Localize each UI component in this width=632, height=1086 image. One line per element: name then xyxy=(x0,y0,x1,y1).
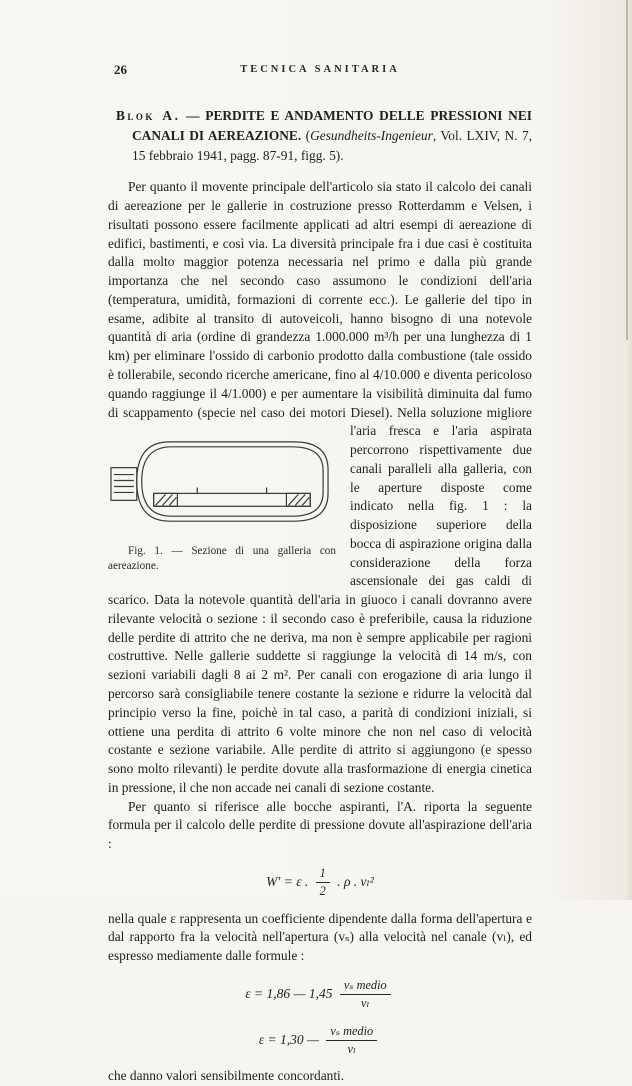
page-content xyxy=(108,62,532,1086)
journal-source-name: Gesundheits-Ingenieur xyxy=(310,128,433,144)
formula-pressure-loss xyxy=(108,866,532,900)
article-title: — PERDITE E ANDAMENTO DELLE PRESSIONI NEI CANALI DI AEREAZIONE. xyxy=(132,108,532,144)
page-header xyxy=(108,62,532,80)
figure-caption: Fig. 1. — Sezione di una galleria con aereazione. xyxy=(108,545,336,572)
article-author: Blok A. xyxy=(116,108,181,123)
paragraph-3 xyxy=(108,910,532,966)
formula-epsilon-2 xyxy=(108,1024,532,1058)
paragraph-1 xyxy=(108,178,532,797)
fraction-velocity-ratio-2 xyxy=(326,1024,377,1058)
fraction-numerator: vₛ medio xyxy=(326,1024,377,1041)
source-details: , Vol. LXIV, N. 7, 15 febbraio 1941, pagg. 87-91, figg. 5). xyxy=(132,128,532,164)
fraction-velocity-ratio-1 xyxy=(340,978,391,1012)
formula-epsilon-1-prefix: ε = 1,86 — 1,45 xyxy=(245,985,333,1001)
paragraph-1-after-figure: percorrono rispettivamente due canali paralleli alla galleria, con le aperture disposte come indicato nella fig. 1 : la disposizione superiore della bocca di aspirazione origina dalla considerazione della forza ascensionale dei gas caldi di scarico. Data la notevole quantità dell'aria in giuoco i canali dovranno avere rilevante velocità o sezione : il secondo caso è preferibile, causa la riduzione delle perdite di attrito che ne deriva, ma non è sempre applicabile per ragioni costruttive. Nelle gallerie suddette si raggiunge la velocità di 14 m/s, con sezioni variabili dagli 8 ai 2 m². Per canali con erogazione di aria lungo il percorso sarà consigliabile tenere costante la sezione e ridurre la velocità dal principio verso la fine, poichè in tal caso, a parità di condizioni iniziali, si ottiene una perdita di attrito 6 volte minore che non nel caso di velocità costante e sezione variabile. Alle perdite di attrito si aggiungono (e spesso sono molto rilevanti) le perdite dovute alla trasformazione di energia cinetica in pressione, il che non accade nei canali di sezione costante. xyxy=(108,442,532,795)
paragraph-1-before-figure: Per quanto il movente principale dell'articolo sia stato il calcolo dei canali di aereazione per le gallerie in costruzione presso Rotterdamm e Velsen, i risultati possono essere facilmente applicati ad altri esempi di aereazione di edifici, bastimenti, e così via. La diversità principale fra i due casi è costituita dalla molto maggior potenza necessaria nel primo e dalla più grande importanza che nel secondo caso assumono le condizioni dell'aria (temperatura, umidità, formazioni di corrente ecc.). Le gallerie del tipo in esame, adibite al transito di autoveicoli, hanno bisogno di una notevole quantità di aria (ordine di grandezza 1.000.000 m³/h per una lunghezza di 1 km) per eliminare l'ossido di carbonio prodotto dalla combustione (tale ossido è tollerabile, secondo ricerche americane, fino al 4/10.000 e diventa pericoloso quando raggiunge il 4/1.000) e per aumentare la visibilità diminuita dal fumo di scappamento (specie nel caso dei motori Diesel). Nella soluzione migliore l'aria fresca e l'aria aspirata xyxy=(108,179,532,439)
fraction-denominator: vₗ xyxy=(347,1041,356,1056)
formula-pressure-loss-prefix: W′ = ε . xyxy=(266,873,309,889)
formula-epsilon-1 xyxy=(108,978,532,1012)
paragraph-3-text: nella quale ε rappresenta un coefficiente dipendente dalla forma dell'apertura e dal rapporto fra la velocità nell'apertura (vₛ) alla velocità nel canale (vₗ), ed espresso mediamente dalle formule : xyxy=(108,910,532,964)
paragraph-2-text: Per quanto si riferisce alle bocche aspiranti, l'A. riporta la seguente formula per il calcolo delle perdite di pressione dovute all'aspirazione dell'aria : xyxy=(108,798,532,852)
page-number: 26 xyxy=(114,62,127,77)
source-open: ( xyxy=(301,128,311,144)
fraction-denominator: 2 xyxy=(319,884,326,899)
fraction-denominator: vₗ xyxy=(361,996,370,1011)
scan-edge-artifact xyxy=(626,0,628,340)
figure-1 xyxy=(108,428,336,573)
formula-epsilon-2-prefix: ε = 1,30 — xyxy=(258,1031,320,1047)
article-heading xyxy=(108,106,532,166)
journal-title: TECNICA SANITARIA xyxy=(240,64,400,75)
closing-line xyxy=(108,1067,532,1086)
fraction-one-half xyxy=(316,866,330,900)
tunnel-section-drawing xyxy=(108,428,336,539)
closing-line-text: che danno valori sensibilmente concordanti. xyxy=(108,1068,345,1084)
paragraph-2 xyxy=(108,798,532,854)
formula-pressure-loss-suffix: . ρ . vₗ² xyxy=(337,873,374,889)
fraction-numerator: 1 xyxy=(316,866,330,883)
fraction-numerator: vₛ medio xyxy=(340,978,391,995)
